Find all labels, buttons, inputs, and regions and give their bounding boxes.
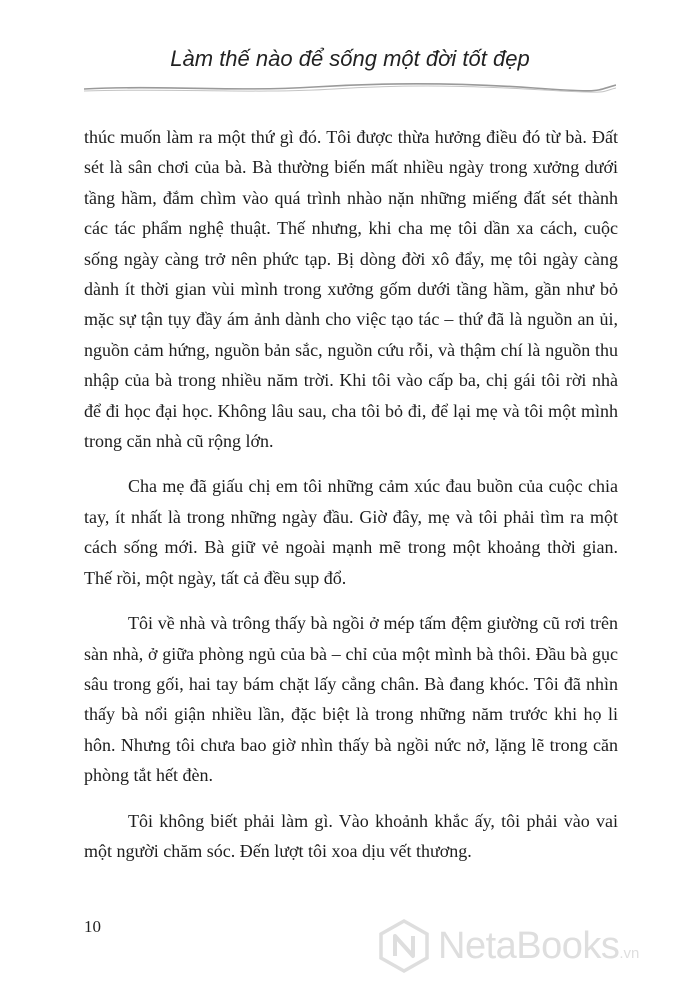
paragraph: Tôi về nhà và trông thấy bà ngồi ở mép tấm đệm giường cũ rơi trên sàn nhà, ở giữa phòng ngủ của bà – chỉ của một mình bà thôi. Đầu bà gục sâu trong gối, hai tay bám chặt lấy cẳng chân. Bà đang khóc. Tôi đã nhìn thấy bà nổi giận nhiều lần, đặc biệt là trong những năm trước khi họ li hôn. Nhưng tôi chưa bao giờ nhìn thấy bà ngồi nức nở, lặng lẽ trong căn phòng tắt hết đèn. — [84, 613, 618, 786]
watermark — [376, 916, 686, 976]
paragraph: Tôi không biết phải làm gì. Vào khoảnh khắc ấy, tôi phải vào vai một người chăm sóc. Đến lượt tôi xoa dịu vết thương. — [84, 810, 618, 861]
watermark-text: NetaBooks — [438, 924, 620, 967]
body-text — [84, 122, 618, 881]
paragraph: Cha mẹ đã giấu chị em tôi những cảm xúc đau buồn của cuộc chia tay, ít nhất là trong những ngày đầu. Giờ đây, mẹ và tôi phải tìm ra một cách sống mới. Bà giữ vẻ ngoài mạnh mẽ trong một khoảng thời gian. Thế rồi, một ngày, tất cả đều sụp đổ. — [84, 476, 618, 588]
running-title: Làm thế nào để sống một đời tốt đẹp — [170, 46, 530, 71]
page-number: 10 — [84, 917, 101, 936]
paragraph: thúc muốn làm ra một thứ gì đó. Tôi được thừa hưởng điều đó từ bà. Đất sét là sân chơi của bà. Bà thường biến mất nhiều ngày trong xưởng dưới tầng hầm, đắm chìm vào quá trình nhào nặn những miếng đất sét thành các tác phẩm nghệ thuật. Thế nhưng, khi cha mẹ tôi dần xa cách, cuộc sống ngày càng trở nên phức tạp. Bị dòng đời xô đẩy, mẹ tôi ngày càng dành ít thời gian vùi mình trong xưởng gốm dưới tầng hầm, gần như bỏ mặc sự tận tụy đầy ám ảnh dành cho việc tạo tác – thứ đã là nguồn an ủi, nguồn cảm hứng, nguồn bản sắc, nguồn cứu rỗi, và thậm chí là nguồn thu nhập của bà trong nhiều năm trời. Khi tôi vào cấp ba, chị gái tôi rời nhà để đi học đại học. Không lâu sau, cha tôi bỏ đi, để lại mẹ và tôi một mình trong căn nhà cũ rộng lớn. — [84, 127, 618, 452]
header-wavy-rule — [84, 72, 616, 98]
netabooks-logo-icon — [376, 918, 432, 974]
watermark-suffix: .vn — [619, 945, 640, 962]
